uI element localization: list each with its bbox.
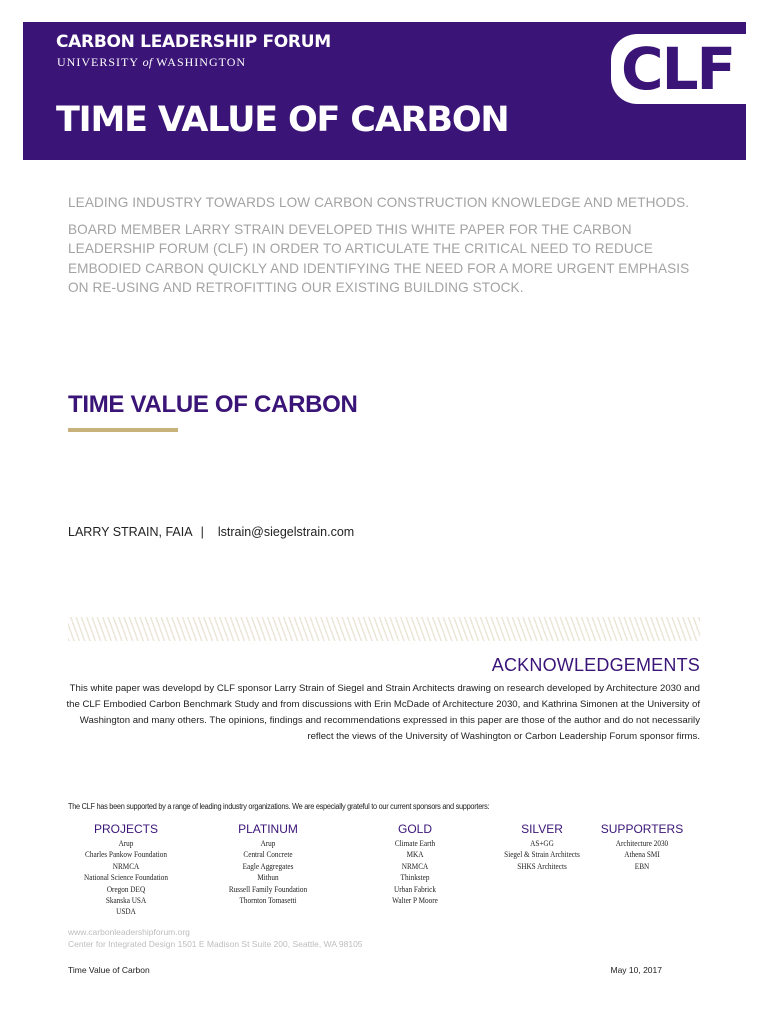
supporter-column-heading: SUPPORTERS [600,822,684,836]
supporter-item: Architecture 2030 [615,838,669,848]
university-name-part: WASHINGTON [156,55,247,69]
university-name-part: UNIVERSITY [57,55,139,69]
supporter-item: Urban Fabrick [394,883,436,894]
footer-website[interactable]: www.carbonleadershipforum.org [68,927,190,937]
university-name [57,55,246,70]
intro-tagline: LEADING INDUSTRY TOWARDS LOW CARBON CONSTRUCTION KNOWLEDGE AND METHODS. [68,195,690,210]
supporter-item: NRMCA [401,860,429,871]
supporter-item: Mithun [257,872,279,883]
supporters-intro: The CLF has been supported by a range of leading industry organizations. We are especially grateful to our current sponsors and supporters: [68,802,490,811]
supporter-item: Skanska USA [105,895,147,906]
document-title: TIME VALUE OF CARBON [68,391,358,418]
supporter-column-supporters [572,822,712,872]
org-name: CARBON LEADERSHIP FORUM [56,32,331,52]
supporter-column-heading: PLATINUM [238,822,298,836]
footer-document-name: Time Value of Carbon [68,965,150,975]
title-underline [68,428,178,432]
supporter-item: Athena SMI [624,849,660,860]
footer-address: Center for Integrated Design 1501 E Madison St Suite 200, Seattle, WA 98105 [68,939,363,949]
acknowledgements-heading: ACKNOWLEDGEMENTS [491,655,700,675]
supporter-item: Thornton Tomasetti [239,895,297,906]
supporter-item: NRMCA [112,860,140,871]
supporter-item: Central Concrete [243,849,293,860]
author-name: LARRY STRAIN, FAIA [68,525,193,539]
acknowledgements-text: This white paper was developd by CLF sponsor Larry Strain of Siegel and Strain Architects drawing on research developed by Architecture 2030 and the CLF Embodied Carbon Benchmark Study and from discussions with Erin McDade of Architecture 2030, and Kathrina Simonen at the University of Washington and many others. The opinions, findings and recommendations expressed in this paper are those of the author and do not necessarily reflect the views of the University of Washington or Carbon Leadership Forum sponsor firms. [66,683,700,742]
author-line [68,525,354,539]
supporter-item: Charles Pankow Foundation [85,849,167,860]
supporter-item: Russell Family Foundation [228,883,308,894]
supporter-item: Climate Earth [394,838,436,848]
header-banner [23,22,746,160]
footer-contact [68,926,363,950]
supporter-item: Arup [260,838,276,848]
supporter-item: Thinkstep [400,872,430,883]
supporter-item: Arup [118,838,134,848]
supporter-column-heading: PROJECTS [93,822,158,836]
supporter-item: Eagle Aggregates [242,860,294,871]
supporter-item: USDA [116,906,136,917]
supporter-item: Walter P Moore [392,895,438,906]
university-name-of: of [142,55,153,69]
supporter-column-projects [56,822,196,918]
clf-logo: CLF [621,35,735,103]
supporter-column-heading: SILVER [521,822,563,836]
supporter-item: EBN [634,860,650,871]
supporter-item: SHKS Architects [517,860,567,871]
footer-date: May 10, 2017 [610,965,662,975]
author-separator: | [200,525,204,539]
supporter-item: Siegel & Strain Architects [504,849,580,860]
supporter-item: MKA [406,849,424,860]
supporter-item: AS+GG [530,838,554,848]
intro-section [68,193,708,298]
decorative-hatch-band [68,617,700,641]
banner-title: TIME VALUE OF CARBON [56,100,509,140]
intro-summary: BOARD MEMBER LARRY STRAIN DEVELOPED THIS WHITE PAPER FOR THE CARBON LEADERSHIP FORUM (CLF) IN ORDER TO ARTICULATE THE CRITICAL NEED TO REDUCE EMBODIED CARBON QUICKLY AND IDENTIFYING THE NEED FOR A MORE URGENT EMPHASIS ON RE-USING AND RETROFITTING OUR EXISTING BUILDING STOCK. [68,221,690,295]
supporter-item: Oregon DEQ [106,883,146,894]
supporter-column-heading: GOLD [397,822,432,836]
supporter-item: National Science Foundation [84,872,168,883]
author-email[interactable]: lstrain@siegelstrain.com [217,525,355,539]
supporter-column-gold [345,822,485,906]
supporter-column-platinum [198,822,338,906]
